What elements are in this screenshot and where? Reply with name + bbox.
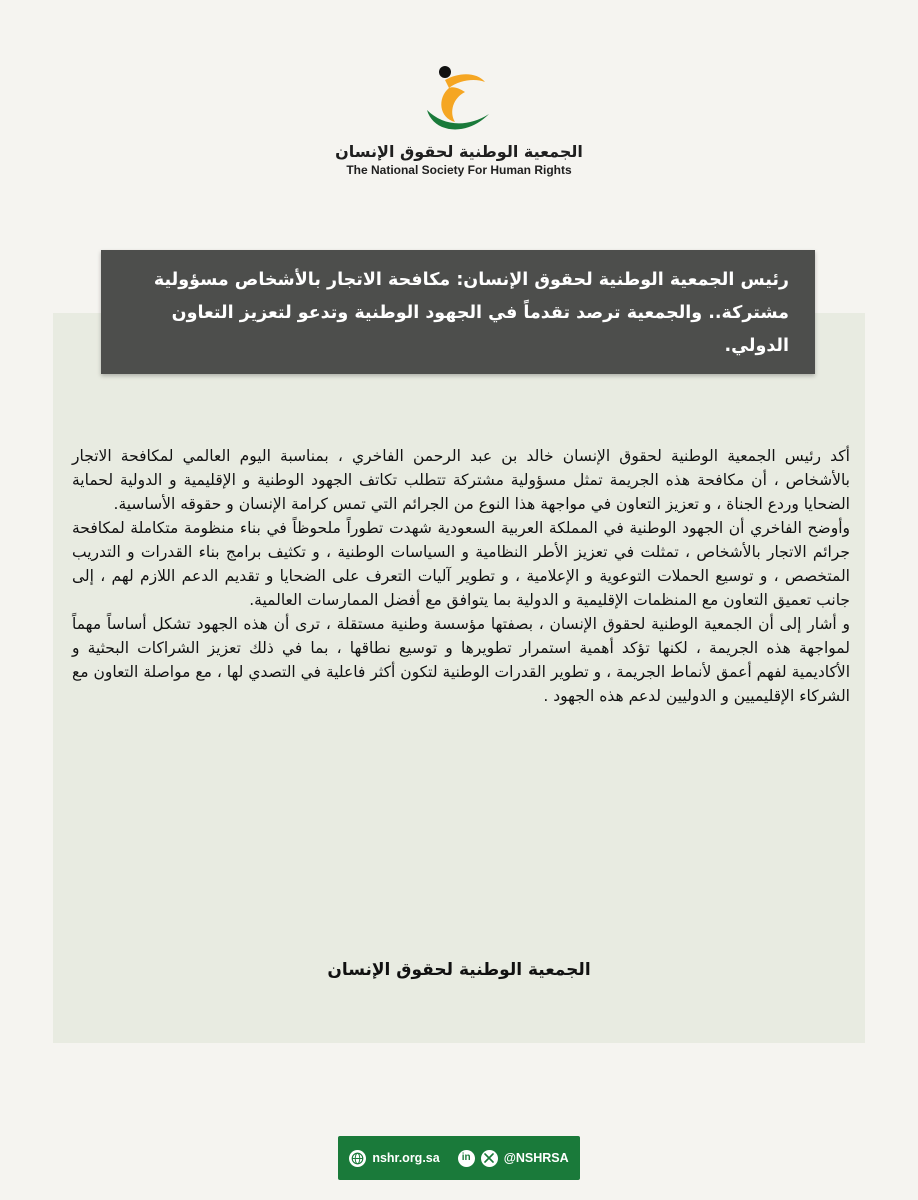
nshr-logo-icon (419, 58, 499, 138)
social-handle[interactable]: @NSHRSA (503, 1151, 569, 1165)
paragraph-3: و أشار إلى أن الجمعية الوطنية لحقوق الإنسان ، بصفتها مؤسسة وطنية مستقلة ، ترى أن هذه الجهود تشكل أساساً مهماً لمواجهة هذه الجريمة ، لكنها تؤكد أهمية استمرار تطويرها و توسيع نطاقها ، بما في ذلك تعزيز الشراكات البحثية و الأكاديمية لفهم أعمق لأنماط الجريمة ، و تطوير القدرات الوطنية لتكون أكثر فاعلية في التصدي لها ، مع مواصلة التعاون مع الشركاء الإقليميين و الدوليين لدعم هذه الجهود . (72, 615, 850, 705)
footer-contact-bar (338, 1136, 580, 1180)
globe-icon (349, 1150, 366, 1167)
paragraph-2: وأوضح الفاخري أن الجهود الوطنية في المملكة العربية السعودية شهدت تطوراً ملحوظاً في بناء منظومة متكاملة لمكافحة جرائم الاتجار بالأشخاص ، تمثلت في تعزيز الأطر النظامية و السياسات الوطنية ، و تكثيف برامج بناء القدرات و التدريب المتخصص ، و توسيع الحملات التوعوية و الإعلامية ، و تطوير آليات التعرف على الضحايا و تقديم الدعم اللازم لهم ، إلى جانب تعميق التعاون مع المنظمات الإقليمية و الدولية بما يتوافق مع أفضل الممارسات العالمية. (72, 519, 850, 609)
logo (0, 58, 918, 177)
x-icon[interactable] (481, 1150, 498, 1167)
paragraph-1: أكد رئيس الجمعية الوطنية لحقوق الإنسان خالد بن عبد الرحمن الفاخري ، بمناسبة اليوم العالمي لمكافحة الاتجار بالأشخاص ، أن مكافحة هذه الجريمة تمثل مسؤولية مشتركة تتطلب تكاتف الجهود الوطنية و الإقليمية و الدولية لحماية الضحايا وردع الجناة ، و تعزيز التعاون في مواجهة هذا النوع من الجرائم التي تمس كرامة الإنسان و حقوقه الأساسية. (72, 447, 850, 513)
logo-name-ar: الجمعية الوطنية لحقوق الإنسان (335, 142, 583, 161)
signature: الجمعية الوطنية لحقوق الإنسان (327, 960, 591, 980)
website-link[interactable]: nshr.org.sa (372, 1151, 440, 1165)
headline: رئيس الجمعية الوطنية لحقوق الإنسان: مكافحة الاتجار بالأشخاص مسؤولية مشتركة.. والجمعية ترصد تقدماً في الجهود الوطنية وتدعو لتعزيز التعاون الدولي. (101, 250, 815, 374)
logo-name-en: The National Society For Human Rights (346, 163, 572, 177)
statement-body (72, 444, 850, 708)
linkedin-icon[interactable]: in (458, 1150, 475, 1167)
